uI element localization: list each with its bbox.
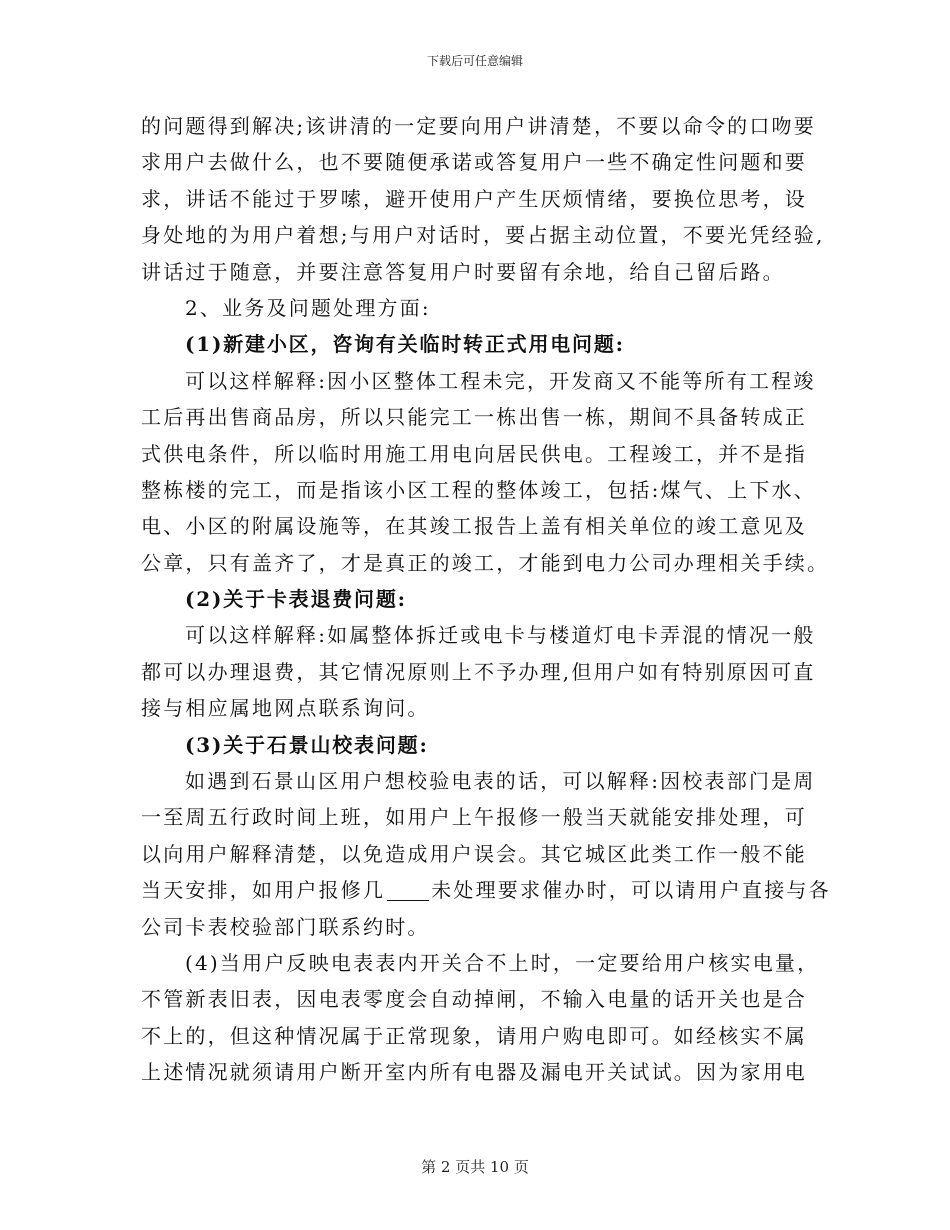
page-header: 下载后可任意编辑 [426, 54, 523, 68]
text-line: 式供电条件，所以临时用施工用电向居民供电。工程竣工，并不是指 [141, 441, 807, 466]
subsection-heading: (3)关于石景山校表问题: [185, 732, 429, 757]
text-line: 上述情况就须请用户断开室内所有电器及漏电开关试试。因为家用电 [141, 1060, 807, 1085]
text-line: 求，讲话不能过于罗嗦，避开使用户产生厌烦情绪，要换位思考，设 [141, 186, 807, 211]
text-line: 的问题得到解决;该讲清的一定要向用户讲清楚，不要以命令的口吻要 [141, 114, 816, 138]
fill-in-blank [387, 880, 429, 901]
subsection-heading: (1)新建小区，咨询有关临时转正式用电问题: [185, 332, 625, 357]
text-line: 可以这样解释:如属整体拆迁或电卡与楼道灯电卡弄混的情况一般 [185, 623, 816, 648]
text-line: 不管新表旧表，因电表零度会自动掉闸，不输入电量的话开关也是合 [141, 987, 807, 1012]
text-line: 接与相应属地网点联系询问。 [141, 696, 430, 721]
section-heading: 2、业务及问题处理方面: [185, 295, 431, 320]
text-line: 以向用户解释清楚，以免造成用户误会。其它城区此类工作一般不能 [141, 841, 807, 866]
text-line: 身处地的为用户着想;与用户对话时，要占据主动位置，不要光凭经验, [141, 223, 825, 248]
text-line: 讲话过于随意，并要注意答复用户时要留有余地，给自己留后路。 [141, 259, 785, 284]
text-line: 如遇到石景山区用户想校验电表的话，可以解释:因校表部门是周 [185, 769, 816, 794]
text-segment: 当天安排，如用户报修几 [141, 878, 386, 903]
text-line: 求用户去做什么，也不要随便承诺或答复用户一些不确定性问题和要 [141, 150, 807, 175]
subsection-heading: (2)关于卡表退费问题: [185, 587, 407, 612]
text-line: 都可以办理退费，其它情况原则上不予办理,但用户如有特别原因可直 [141, 659, 816, 684]
text-line: 公章，只有盖齐了，才是真正的竣工，才能到电力公司办理相关手续。 [141, 550, 830, 575]
text-line: 公司卡表校验部门联系约时。 [141, 914, 430, 939]
document-body [141, 108, 831, 1091]
text-line: 整栋楼的完工，而是指该小区工程的整体竣工，包括:煤气、上下水、 [141, 477, 816, 502]
text-line: 工后再出售商品房，所以只能完工一栋出售一栋，期间不具备转成正 [141, 405, 807, 430]
text-line: 不上的，但这种情况属于正常现象，请用户购电即可。如经核实不属 [141, 1023, 807, 1048]
page-number: 第 2 页共 10 页 [421, 1158, 529, 1176]
text-line: 一至周五行政时间上班，如用户上午报修一般当天就能安排处理，可 [141, 805, 807, 830]
text-segment: 未处理要求催办时，可以请用户直接与各 [431, 878, 831, 903]
text-line [141, 872, 831, 908]
text-line: (4)当用户反映电表表内开关合不上时，一定要给用户核实电量， [185, 950, 820, 975]
text-line: 可以这样解释:因小区整体工程未完，开发商又不能等所有工程竣 [185, 368, 816, 393]
text-line: 电、小区的附属设施等，在其竣工报告上盖有相关单位的竣工意见及 [141, 514, 807, 539]
